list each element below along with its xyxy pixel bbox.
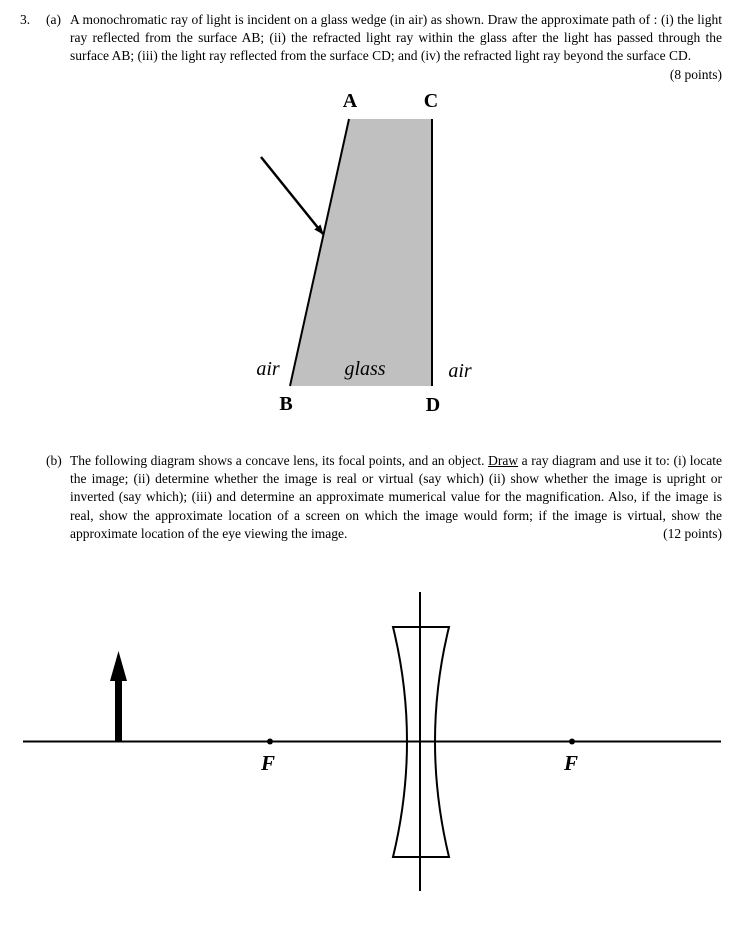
part-b-body-before: The following diagram shows a concave lens, its focal points, and an object. bbox=[70, 453, 489, 468]
focal-point-right bbox=[569, 739, 575, 745]
part-b-body-underlined: Draw bbox=[488, 453, 519, 468]
glass-wedge-figure bbox=[256, 90, 472, 416]
vertex-d-label: D bbox=[425, 394, 441, 416]
right-medium-label: air bbox=[448, 360, 472, 382]
concave-lens-figure bbox=[23, 592, 721, 891]
left-medium-label: air bbox=[256, 358, 280, 380]
part-a-body: A monochromatic ray of light is incident on a glass wedge (in air) as shown. Draw the approximate path of : (i) the light ray reflected from the surface AB; (ii) the refracted light ray within the glass after the light has passed through the surface AB; (iii) the light ray reflected from the surface CD; and (iv) the refracted light ray beyond the surface CD. bbox=[70, 12, 722, 64]
vertex-a-label: A bbox=[342, 90, 358, 112]
vertex-b-label: B bbox=[279, 393, 293, 415]
part-b-points: (12 points) bbox=[663, 525, 722, 541]
focal-left-label: F bbox=[260, 751, 276, 775]
vertex-c-label: C bbox=[423, 90, 439, 112]
glass-wedge bbox=[290, 119, 432, 386]
glass-medium-label: glass bbox=[344, 358, 386, 380]
part-a-points: (8 points) bbox=[669, 66, 722, 82]
part-b-body-after: a ray diagram and use it to: (i) locate the image; (ii) determine whether the image is real or virtual (say which) (ii) show whether the image is upright or inverted (say which); (iii) and determine an approximate mumerical value for the magnification. Also, if the image is real, show the approximate location of a screen on which the image would form; if the image is virtual, show the approximate location of the eye viewing the image. bbox=[70, 453, 723, 541]
focal-right-label: F bbox=[563, 751, 579, 775]
question-number: 3. bbox=[20, 12, 31, 27]
part-a-label: (a) bbox=[46, 12, 61, 27]
incident-ray bbox=[261, 157, 323, 234]
focal-point-left bbox=[267, 739, 273, 745]
object-arrow bbox=[110, 651, 127, 742]
part-b-label: (b) bbox=[46, 453, 62, 468]
